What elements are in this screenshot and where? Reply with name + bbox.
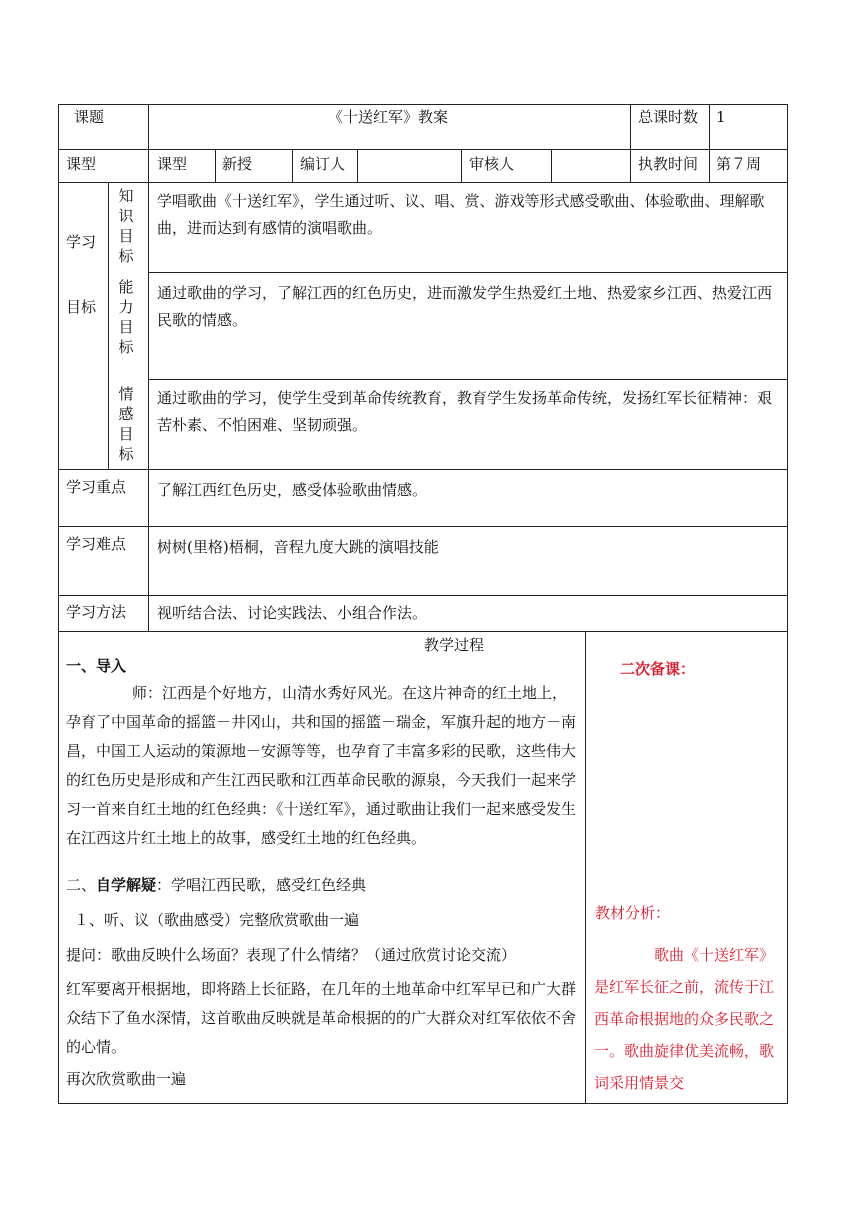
table-border: [58, 182, 788, 183]
table-border: [148, 104, 149, 631]
table-border: [292, 149, 293, 182]
process-heading: 教学过程: [424, 636, 485, 654]
goal-text: 通过歌曲的学习，了解江西的红色历史，进而激发学生热爱红土地、热爱家乡江西、热爱江西民歌的情感。: [157, 284, 773, 329]
goal-text: 学唱歌曲《十送红军》，学生通过听、议、唱、赏、游戏等形式感受歌曲、体验歌曲、理解歌曲，进而达到有感情的演唱歌曲。: [157, 192, 765, 237]
intro-text: 师：江西是个好地方，山清水秀好风光。在这片神奇的红土地上，孕育了中国革命的摇篮－井冈山，共和国的摇篮－瑞金，军旗升起的地方－南昌，中国工人运动的策源地－安源等等，也孕育了丰富多彩的民歌，这些伟大的红色历史是形成和产生江西民歌和江西革命民歌的源泉，今天我们一起来学习一首来自红土地的红色经典：《十送红军》，通过歌曲让我们一起来感受发生在江西这片红土地上的故事，感受红土地的红色经典。: [66, 684, 577, 847]
table-border: [461, 149, 462, 182]
again-text: 再次欣赏歌曲一遍: [66, 1070, 187, 1088]
table-border: [108, 182, 109, 469]
table-border: [58, 104, 59, 1104]
goals-section-label: 目标: [66, 298, 97, 316]
type-label: 课型: [66, 155, 97, 173]
goal-label: 知识目标: [118, 187, 134, 265]
page-title: 《十送红军》教案: [328, 108, 449, 126]
intro-heading: 一、导入: [66, 657, 127, 675]
table-border: [58, 469, 788, 470]
difficulty-label: 学习难点: [66, 535, 127, 553]
goal-label: 情感目标: [118, 385, 134, 463]
course-label: 课题: [74, 108, 105, 126]
analysis-text: 歌曲《十送红军》是红军长征之前，流传于江西革命根据地的众多民歌之一。歌曲旋律优美流畅，歌词采用情景交: [594, 946, 775, 1092]
table-border: [58, 104, 788, 105]
answer-text: 红军要离开根据地，即将踏上长征路，在几年的土地革命中红军早已和广大群众结下了鱼水深情，这首歌曲反映就是革命根据的的广大群众对红军依依不舍的心情。: [66, 980, 577, 1056]
table-border: [709, 104, 710, 182]
table-border: [148, 379, 788, 380]
type-label-2: 课型: [157, 155, 188, 173]
table-border: [58, 149, 788, 150]
table-border: [551, 149, 552, 182]
second-prep-heading: 二次备课：: [620, 660, 696, 678]
table-border: [58, 1103, 788, 1104]
teach-time-value: 第７周: [716, 155, 762, 173]
table-border: [58, 631, 788, 632]
key-point-label: 学习重点: [66, 478, 127, 496]
table-border: [58, 595, 788, 596]
table-border: [357, 149, 358, 182]
editor-label: 编订人: [300, 155, 346, 173]
goal-label: 能力目标: [118, 278, 134, 356]
method-label: 学习方法: [66, 603, 127, 621]
section2-prefix: 二、: [66, 876, 97, 894]
section2-bold: 自学解疑: [96, 876, 157, 894]
total-hours-value: 1: [716, 108, 726, 126]
table-border: [215, 149, 216, 182]
difficulty-text: 树树(里格)梧桐，音程九度大跳的演唱技能: [157, 538, 439, 556]
type-value: 新授: [222, 155, 253, 173]
analysis-label: 教材分析：: [595, 904, 671, 922]
total-hours-label: 总课时数: [638, 108, 699, 126]
table-border: [148, 272, 788, 273]
question-text: 提问：歌曲反映什么场面？表现了什么情绪？（通过欣赏讨论交流）: [66, 946, 517, 964]
table-border: [585, 631, 586, 1103]
key-point-text: 了解江西红色历史，感受体验歌曲情感。: [157, 481, 428, 499]
reviewer-label: 审核人: [469, 155, 515, 173]
method-text: 视听结合法、讨论实践法、小组合作法。: [157, 604, 428, 622]
goal-text: 通过歌曲的学习，使学生受到革命传统教育，教育学生发扬革命传统，发扬红军长征精神：艰苦朴素、不怕困难、坚韧顽强。: [157, 389, 773, 434]
table-border: [630, 104, 631, 182]
goals-section-label: 学习: [66, 233, 97, 251]
teach-time-label: 执教时间: [638, 155, 699, 173]
table-border: [787, 104, 788, 1104]
table-border: [58, 526, 788, 527]
step-1: １、听、议（歌曲感受）完整欣赏歌曲一遍: [74, 911, 360, 929]
section2-rest: ：学唱江西民歌，感受红色经典: [156, 876, 367, 894]
section2-heading: [66, 874, 366, 896]
